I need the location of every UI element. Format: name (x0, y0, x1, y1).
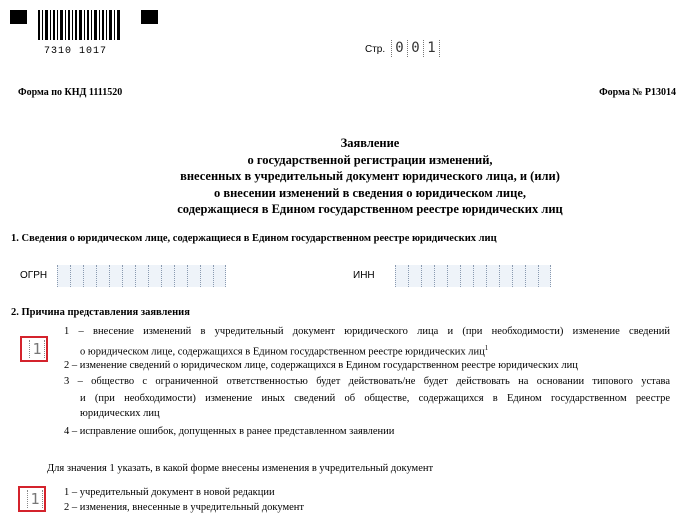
reason-code-field[interactable] (20, 336, 48, 362)
section-1-heading: 1. Сведения о юридическом лице, содержащиеся в Едином государственном реестре юридических лиц (11, 233, 497, 244)
reason-code-value: 1 (29, 340, 45, 358)
corner-marker-right (141, 10, 158, 24)
title-line: внесенных в учредительный документ юридического лица, и (или) (180, 169, 560, 184)
change-form-code-field[interactable] (18, 486, 46, 512)
reason-1-line-2: о юридическом лице, содержащихся в Едином государственном реестре юридических лиц$^1$ (80, 344, 489, 358)
page-digit: 0 (407, 40, 424, 57)
ogrn-label: ОГРН (20, 270, 48, 281)
reason-4: 4 – исправление ошибок, допущенных в ранее представленном заявлении (64, 426, 395, 437)
change-form-question: Для значения 1 указать, в какой форме внесены изменения в учредительный документ (47, 463, 434, 474)
title-line: Заявление (340, 136, 400, 150)
reason-3-line-1: 3 – общество с ограниченной ответственностью будет действовать/не будет действовать на основании типового устава (64, 376, 670, 387)
page-digit: 0 (391, 40, 408, 57)
form-number: Форма № Р13014 (599, 87, 676, 98)
inn-label: ИНН (353, 270, 375, 281)
reason-2: 2 – изменение сведений о юридическом лице, содержащихся в Едином государственном реестре юридических лиц (64, 360, 578, 371)
title-line: о государственной регистрации изменений, (247, 152, 493, 167)
footnote-marker: 1 (484, 344, 489, 352)
page-digit: 1 (423, 40, 440, 57)
barcode-image (38, 10, 120, 40)
change-form-option-1: 1 – учредительный документ в новой редакции (64, 487, 275, 498)
reason-1-line-1: 1 – внесение изменений в учредительный документ юридического лица и (при необходимости) изменение сведений (64, 326, 670, 337)
change-form-option-2: 2 – изменения, внесенные в учредительный документ (64, 502, 305, 513)
reason-3-line-3: юридических лиц (80, 408, 160, 419)
section-2-heading: 2. Причина представления заявления (11, 307, 190, 318)
ogrn-input[interactable] (57, 265, 226, 287)
barcode-number: 7310 1017 (44, 46, 108, 57)
page-label: Стр. (365, 44, 386, 55)
corner-marker-left (10, 10, 27, 24)
inn-input[interactable] (395, 265, 551, 287)
title-line: содержащиеся в Едином государственном реестре юридических лиц (177, 202, 563, 217)
title-line: о внесении изменений в сведения о юридическом лице, (213, 185, 526, 200)
change-form-code-value: 1 (27, 490, 43, 508)
form-knd-code: Форма по КНД 1111520 (18, 87, 123, 98)
reason-3-line-2: и (при необходимости) изменение иных сведений об обществе, содержащихся в Едином государственном реестре (80, 393, 670, 404)
page-number-field (391, 40, 439, 57)
document-title (80, 135, 660, 218)
